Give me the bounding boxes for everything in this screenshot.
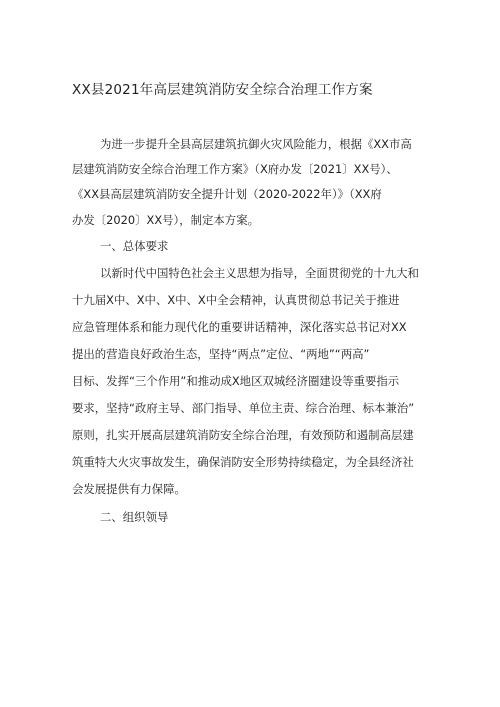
document-title: XX县2021年高层建筑消防安全综合治理工作方案	[72, 82, 373, 98]
section1-line: 提出的营造良好政治生态，坚持“两点”定位、“两地”“两高”	[72, 347, 370, 361]
section-heading-organization-leadership: 二、组织领导	[100, 510, 169, 524]
section1-line: 原则，扎实开展高层建筑消防安全综合治理，有效预防和遏制高层建	[72, 428, 414, 442]
section1-line: 目标、发挥“三个作用”和推动成X地区双城经济圈建设等重要指示	[72, 374, 400, 388]
intro-line: 《XX县高层建筑消防安全提升计划（2020-2022年）》（XX府	[72, 187, 382, 201]
intro-line: 为进一步提升全县高层建筑抗御火灾风险能力，根据《XX市高	[100, 137, 412, 151]
section1-line: 以新时代中国特色社会主义思想为指导，全面贯彻党的十九大和	[100, 266, 419, 280]
section1-line: 筑重特大火灾事故发生，确保消防安全形势持续稳定，为全县经济社	[72, 455, 414, 469]
section1-line: 应急管理体系和能力现代化的重要讲话精神，深化落实总书记对XX	[72, 320, 407, 334]
section1-line: 会发展提供有力保障。	[72, 482, 186, 496]
intro-line: 办发〔2020〕XX号），制定本方案。	[72, 213, 259, 227]
intro-line: 层建筑消防安全综合治理工作方案》（X府办发〔2021〕XX号）、	[72, 162, 398, 176]
section1-line: 十九届X中、X中、X中、X中全会精神，认真贯彻总书记关于推进	[72, 293, 400, 307]
section-heading-general-requirements: 一、总体要求	[100, 239, 169, 253]
section1-line: 要求，坚持“政府主导、部门指导、单位主责、综合治理、标本兼治”	[72, 401, 415, 415]
